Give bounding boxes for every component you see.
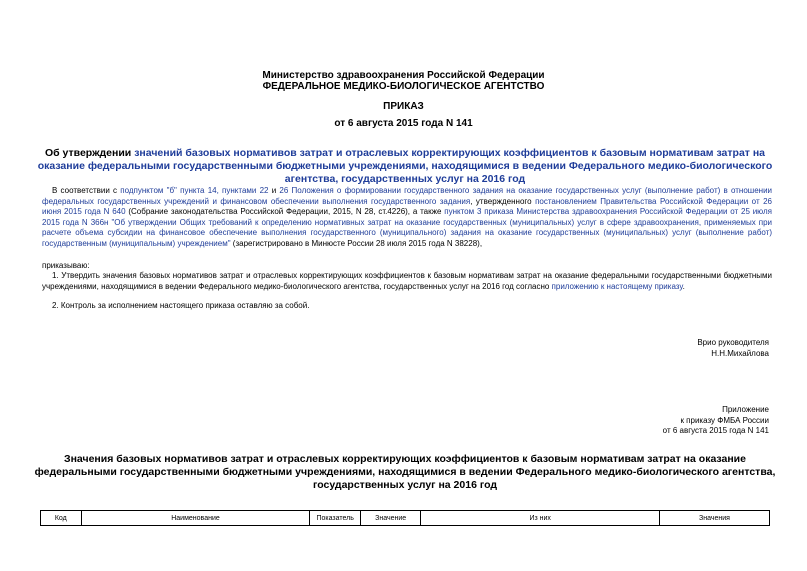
table-header-row bbox=[40, 510, 770, 526]
order-word: приказываю: bbox=[42, 261, 90, 270]
preamble-text-2: и bbox=[268, 186, 280, 195]
agency-name: ФЕДЕРАЛЬНОЕ МЕДИКО-БИОЛОГИЧЕСКОЕ АГЕНТСТВО bbox=[262, 81, 545, 92]
order-date: от 6 августа 2015 года N 141 bbox=[334, 118, 473, 129]
column-header-of-which: Из них bbox=[421, 511, 660, 525]
preamble-paragraph bbox=[42, 186, 772, 249]
preamble-link-1[interactable]: подпунктом "б" пункта 14, пунктами 22 bbox=[120, 186, 269, 195]
ministry-name: Министерство здравоохранения Российской Федерации bbox=[262, 70, 545, 81]
appendix-reference bbox=[663, 405, 769, 437]
preamble-link-2[interactable]: 26 Положения о формировании государственного задания на оказание государственных услуг (выполнение работ) в отношении федеральных государственных учреждений и финансовом обеспечении выполнения государственного задания bbox=[42, 186, 773, 206]
column-header-code: Код bbox=[41, 511, 82, 525]
preamble-link-3[interactable]: постановлением Правительства Российской Федерации от 26 июня 2015 года N 640 bbox=[42, 196, 772, 216]
signatory-position: Врио руководителя bbox=[697, 338, 769, 347]
preamble-text-4: (Собрание законодательства Российской Федерации, 2015, N 28, ст.4226), а также bbox=[125, 207, 445, 216]
preamble-link-4[interactable]: пунктом 3 приказа Министерства здравоохранения Российской Федерации от 25 июля 2015 года N 366н "Об утверждении Общих требований к определению нормативных затрат на оказание государственных (муниципальных) услуг в сфере здравоохранения, применяемых при расчете объема субсидии на финансовое обеспечение выполнения государственного (муниципального) задания на оказание государственных (муниципальных) услуг (выполнение работ) государственным (муниципальным) учреждением" bbox=[42, 207, 772, 248]
signatory-name: Н.Н.Михайлова bbox=[711, 349, 769, 358]
appendix-line-2: к приказу ФМБА России bbox=[680, 415, 769, 425]
subject-link[interactable]: значений базовых нормативов затрат и отраслевых корректирующих коэффициентов к базовым нормативам затрат на оказание федеральными государственными бюджетными учреждениями, находящимися в ведении Федерального медико-биологического агентства, государственных услуг на 2016 год bbox=[37, 147, 773, 185]
clause-1-end: . bbox=[682, 281, 685, 291]
clause-2: 2. Контроль за исполнением настоящего приказа оставляю за собой. bbox=[52, 301, 310, 310]
column-header-values: Значения bbox=[699, 514, 730, 522]
preamble-text-5: (зарегистрировано в Минюсте России 28 июля 2015 года N 38228), bbox=[230, 238, 483, 248]
column-header-indicator: Показатель bbox=[310, 511, 361, 525]
clause-1-text: 1. Утвердить значения базовых нормативов затрат и отраслевых корректирующих коэффициентов к базовым нормативам затрат на оказание федеральными государственными бюджетными учреждениями, находящимися в ведении Федерального медико-биологического агентства, государственных услуг на 2016 год согласно bbox=[42, 271, 772, 291]
clause-1 bbox=[42, 271, 772, 292]
preamble-text-3: , утвержденного bbox=[470, 196, 536, 206]
column-header-value: Значение bbox=[361, 511, 421, 525]
order-label: ПРИКАЗ bbox=[383, 101, 424, 112]
subject-prefix: Об утверждении bbox=[44, 147, 135, 159]
preamble-text-1: В соответствии с bbox=[52, 186, 121, 195]
column-header-name: Наименование bbox=[82, 511, 311, 525]
order-subject bbox=[30, 147, 780, 186]
annex-title: Значения базовых нормативов затрат и отраслевых корректирующих коэффициентов к базовым нормативам затрат на оказание федеральными государственными бюджетными учреждениями, находящимися в ведении Федерального медико-биологического агентства, государственных услуг на 2016 год bbox=[34, 453, 776, 491]
appendix-line-3: от 6 августа 2015 года N 141 bbox=[662, 426, 769, 435]
clause-1-link[interactable]: приложению к настоящему приказу bbox=[551, 281, 683, 291]
appendix-line-1: Приложение bbox=[722, 405, 769, 414]
